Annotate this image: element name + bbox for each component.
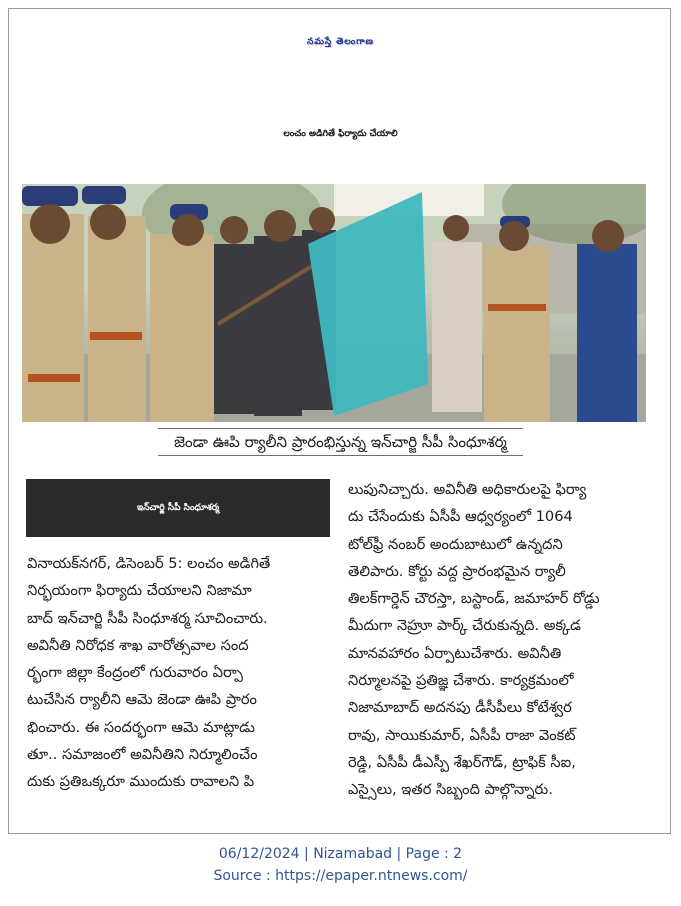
page-footer: [0, 843, 681, 887]
article-line: నిర్మూలనపై ప్రతిజ్ఞ చేశారు. కార్యక్రమంలో: [348, 672, 574, 690]
article-line: లుపునిచ్చారు. అవినీతి అధికారులపై ఫిర్యా: [348, 481, 587, 498]
photo-caption: జెండా ఊపి ర్యాలీని ప్రారంభిస్తున్న ఇన్‌చార్జి సీపీ సింధూశర్మ: [158, 428, 523, 456]
footer-edition-line: 06/12/2024 | Nizamabad | Page : 2: [218, 846, 463, 862]
photo-illustration: [22, 184, 646, 422]
article-line: మీదుగా నెహ్రూ పార్క్ చేరుకున్నది. అక్కడ: [348, 617, 581, 635]
article-line: నిజామాబాద్ అదనపు డీసీపీలు కోటేశ్వర: [348, 699, 572, 717]
article-line: దు చేసేందుకు ఏసీపీ ఆధ్వర్యంలో 1064: [348, 508, 573, 526]
article-column-right: [348, 476, 648, 804]
article-line: అవినీతి నిరోధక శాఖ వారోత్సవాల సంద: [27, 636, 249, 654]
article-line: వినాయక్‌నగర్, డిసెంబర్ 5: లంచం అడిగితే: [27, 555, 271, 572]
article-line: భించారు. ఈ సందర్భంగా ఆమె మాట్లాడు: [27, 718, 255, 736]
article-line: నిర్భయంగా ఫిర్యాదు చేయాలని నిజామా: [27, 582, 252, 600]
newspaper-masthead: నమస్తే తెలంగాణ: [307, 37, 374, 47]
article-line: రావు, సాయికుమార్, ఏసీపీ రాజా వెంకట్: [348, 726, 576, 744]
article-line: రెడ్డి, ఏసీపీ డీఎస్పీ శేఖర్‌గౌడ్, ట్రాఫిక్ సీఐ,: [348, 753, 576, 771]
article-line: తూ.. సమాజంలో అవినీతిని నిర్మూలించేం: [27, 746, 258, 764]
article-line: మానవహారం ఏర్పాటుచేశారు. అవినీతి: [348, 644, 562, 662]
news-photo: [22, 184, 646, 422]
article-headline: లంచం అడిగితే ఫిర్యాదు చేయాలి: [283, 129, 398, 139]
article-line: టోల్‌ఫ్రీ నంబర్ అందుబాటులో ఉన్నదని: [348, 535, 563, 553]
footer-source-line: Source : https://epaper.ntnews.com/: [213, 868, 468, 884]
article-line: దుకు ప్రతిఒక్కరూ ముందుకు రావాలని పి: [27, 773, 255, 791]
article-line: తెలిపారు. కోర్టు వద్ద ప్రారంభమైన ర్యాలీ: [348, 562, 566, 580]
article-column-left: [27, 550, 333, 796]
article-line: తిలక్‌గార్డెన్ చౌరస్తా, బస్టాండ్, జమాహర్ రోడ్డు: [348, 590, 600, 608]
article-line: ర్భంగా జిల్లా కేంద్రంలో గురువారం ఏర్పా: [27, 664, 243, 682]
article-subhead: ఇన్‌చార్జి సీపీ సింధూశర్మ: [26, 479, 330, 537]
article-line: టుచేసిన ర్యాలీని ఆమె జెండా ఊపి ప్రారం: [27, 691, 257, 709]
article-line: బాద్ ఇన్‌చార్జి సీపీ సింధూశర్మ సూచించారు.: [27, 609, 268, 627]
article-line: ఎస్సైలు, ఇతర సిబ్బంది పాల్గొన్నారు.: [348, 781, 553, 799]
photo-caption-wrap: [0, 428, 681, 456]
